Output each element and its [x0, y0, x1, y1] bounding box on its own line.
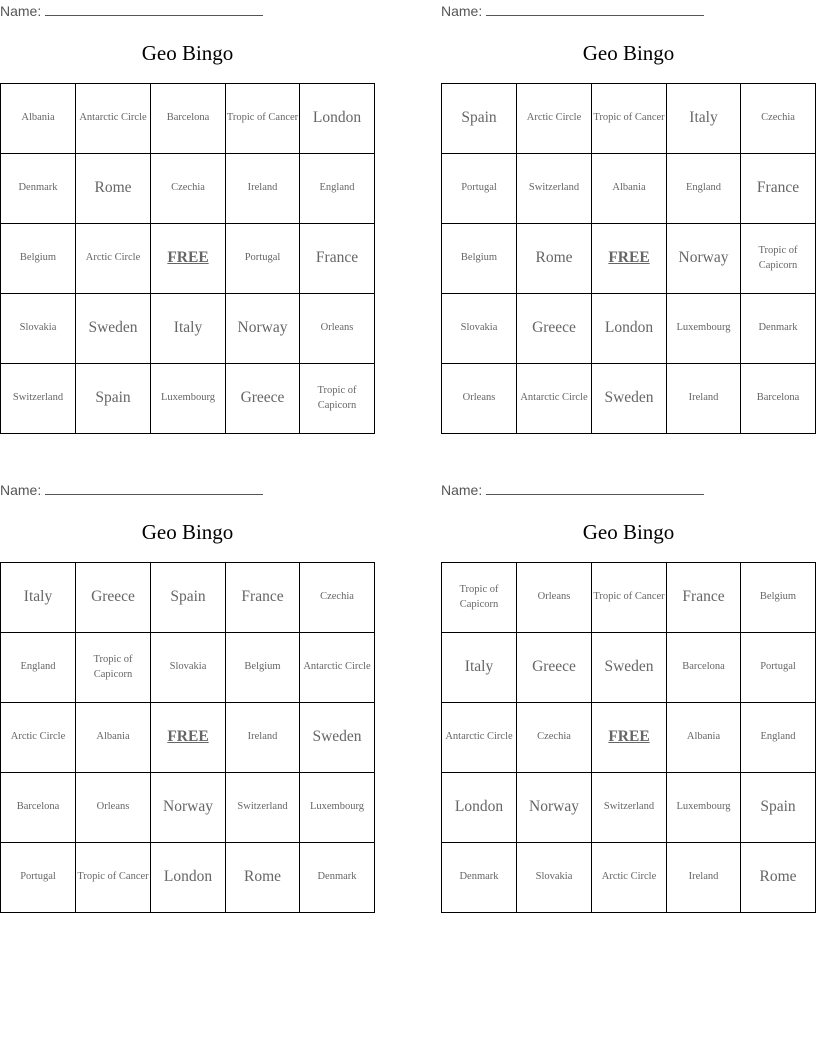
- bingo-cell: Denmark: [300, 843, 375, 913]
- bingo-cell: France: [667, 563, 741, 633]
- bingo-cell: London: [300, 84, 375, 154]
- bingo-cell: London: [442, 773, 517, 843]
- bingo-cell: Denmark: [741, 294, 816, 364]
- bingo-cell: England: [300, 154, 375, 224]
- bingo-cell: Belgium: [1, 224, 76, 294]
- bingo-cell: Tropic of Capicorn: [76, 633, 151, 703]
- bingo-cell: Sweden: [76, 294, 151, 364]
- bingo-cell: Sweden: [592, 633, 667, 703]
- bingo-cell: Tropic of Cancer: [592, 84, 667, 154]
- name-line: [0, 2, 263, 20]
- bingo-cell: Rome: [226, 843, 300, 913]
- bingo-cell: Czechia: [300, 563, 375, 633]
- bingo-cell: Luxembourg: [300, 773, 375, 843]
- card-title: Geo Bingo: [141, 520, 234, 544]
- card-title: Geo Bingo: [582, 520, 675, 544]
- bingo-cell: Italy: [151, 294, 226, 364]
- bingo-cell: Tropic of Capicorn: [442, 563, 517, 633]
- bingo-cell: Barcelona: [1, 773, 76, 843]
- name-line: [441, 481, 704, 499]
- bingo-cell: Tropic of Cancer: [226, 84, 300, 154]
- bingo-cell: Luxembourg: [667, 294, 741, 364]
- bingo-cell: Tropic of Cancer: [592, 563, 667, 633]
- bingo-cell: Switzerland: [517, 154, 592, 224]
- bingo-cell: Antarctic Circle: [442, 703, 517, 773]
- bingo-cell: Rome: [76, 154, 151, 224]
- bingo-cell: Italy: [442, 633, 517, 703]
- name-label: Name:: [441, 482, 483, 498]
- bingo-card-1: [0, 0, 375, 434]
- name-blank: [486, 2, 704, 16]
- card-title: Geo Bingo: [141, 41, 234, 65]
- bingo-cell: Slovakia: [1, 294, 76, 364]
- name-label: Name:: [0, 3, 42, 19]
- bingo-cell: London: [151, 843, 226, 913]
- bingo-cell: Greece: [517, 294, 592, 364]
- bingo-cell: Ireland: [667, 364, 741, 434]
- bingo-cell: Italy: [667, 84, 741, 154]
- bingo-cell: Albania: [1, 84, 76, 154]
- bingo-cell: Slovakia: [442, 294, 517, 364]
- free-space: FREE: [592, 224, 667, 294]
- bingo-cell: Albania: [592, 154, 667, 224]
- bingo-cell: Orleans: [517, 563, 592, 633]
- bingo-cell: Czechia: [151, 154, 226, 224]
- bingo-grid: [441, 562, 816, 913]
- bingo-cell: Greece: [517, 633, 592, 703]
- bingo-cell: France: [741, 154, 816, 224]
- name-blank: [45, 481, 263, 495]
- bingo-cell: England: [1, 633, 76, 703]
- bingo-grid: [0, 562, 375, 913]
- bingo-card-4: [441, 479, 816, 913]
- bingo-cell: Switzerland: [226, 773, 300, 843]
- bingo-cell: Switzerland: [1, 364, 76, 434]
- bingo-cell: Belgium: [442, 224, 517, 294]
- bingo-cell: Slovakia: [517, 843, 592, 913]
- bingo-grid: [0, 83, 375, 434]
- free-space: FREE: [151, 703, 226, 773]
- bingo-cell: Czechia: [741, 84, 816, 154]
- bingo-cell: Luxembourg: [667, 773, 741, 843]
- bingo-cell: Albania: [76, 703, 151, 773]
- bingo-cell: Arctic Circle: [1, 703, 76, 773]
- bingo-cell: Greece: [226, 364, 300, 434]
- bingo-cell: Portugal: [226, 224, 300, 294]
- bingo-cell: England: [741, 703, 816, 773]
- free-space: FREE: [151, 224, 226, 294]
- bingo-cell: Albania: [667, 703, 741, 773]
- bingo-cell: Luxembourg: [151, 364, 226, 434]
- name-blank: [486, 481, 704, 495]
- name-label: Name:: [0, 482, 42, 498]
- free-space: FREE: [592, 703, 667, 773]
- bingo-cell: Barcelona: [741, 364, 816, 434]
- bingo-cell: Portugal: [442, 154, 517, 224]
- bingo-cell: Barcelona: [667, 633, 741, 703]
- bingo-cell: Slovakia: [151, 633, 226, 703]
- bingo-cell: England: [667, 154, 741, 224]
- bingo-cell: Rome: [517, 224, 592, 294]
- bingo-cell: Arctic Circle: [76, 224, 151, 294]
- bingo-cell: Ireland: [226, 703, 300, 773]
- bingo-cell: Orleans: [442, 364, 517, 434]
- bingo-grid: [441, 83, 816, 434]
- name-line: [441, 2, 704, 20]
- name-line: [0, 481, 263, 499]
- card-title: Geo Bingo: [582, 41, 675, 65]
- bingo-cell: Czechia: [517, 703, 592, 773]
- bingo-cell: Orleans: [76, 773, 151, 843]
- bingo-cell: Italy: [1, 563, 76, 633]
- bingo-cell: Arctic Circle: [592, 843, 667, 913]
- bingo-cell: Switzerland: [592, 773, 667, 843]
- bingo-cell: Denmark: [442, 843, 517, 913]
- bingo-cell: Norway: [151, 773, 226, 843]
- bingo-cell: Portugal: [741, 633, 816, 703]
- bingo-cell: Sweden: [300, 703, 375, 773]
- bingo-cell: Belgium: [741, 563, 816, 633]
- bingo-cell: Spain: [442, 84, 517, 154]
- bingo-cell: Antarctic Circle: [517, 364, 592, 434]
- bingo-cell: Ireland: [226, 154, 300, 224]
- bingo-cell: Tropic of Capicorn: [300, 364, 375, 434]
- bingo-cell: Norway: [667, 224, 741, 294]
- bingo-cell: Tropic of Capicorn: [741, 224, 816, 294]
- bingo-cell: London: [592, 294, 667, 364]
- bingo-cell: Greece: [76, 563, 151, 633]
- bingo-cell: Norway: [517, 773, 592, 843]
- bingo-cell: Norway: [226, 294, 300, 364]
- name-blank: [45, 2, 263, 16]
- bingo-cell: Arctic Circle: [517, 84, 592, 154]
- bingo-cell: France: [226, 563, 300, 633]
- name-label: Name:: [441, 3, 483, 19]
- bingo-cell: Antarctic Circle: [76, 84, 151, 154]
- bingo-card-2: [441, 0, 816, 434]
- bingo-cell: Spain: [76, 364, 151, 434]
- bingo-cell: Orleans: [300, 294, 375, 364]
- bingo-cell: Barcelona: [151, 84, 226, 154]
- bingo-cell: Ireland: [667, 843, 741, 913]
- bingo-cell: France: [300, 224, 375, 294]
- bingo-cell: Spain: [151, 563, 226, 633]
- bingo-cell: Denmark: [1, 154, 76, 224]
- bingo-cell: Antarctic Circle: [300, 633, 375, 703]
- bingo-cell: Belgium: [226, 633, 300, 703]
- bingo-cell: Portugal: [1, 843, 76, 913]
- bingo-cell: Sweden: [592, 364, 667, 434]
- bingo-cell: Spain: [741, 773, 816, 843]
- bingo-cell: Rome: [741, 843, 816, 913]
- bingo-cell: Tropic of Cancer: [76, 843, 151, 913]
- bingo-card-3: [0, 479, 375, 913]
